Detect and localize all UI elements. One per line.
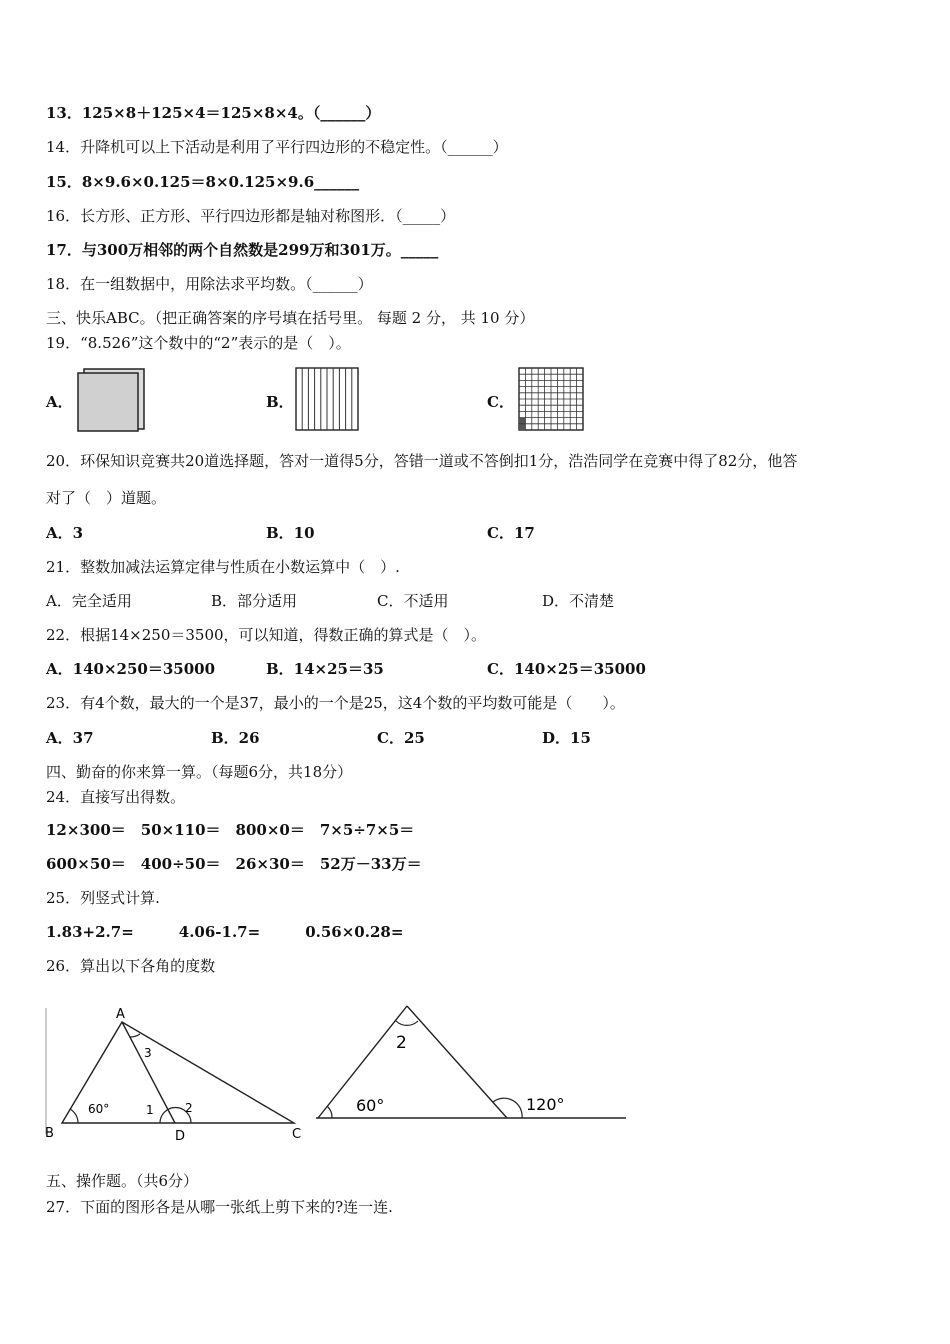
question-13: 13．125×8＋125×4＝125×8×4。（______） bbox=[46, 104, 381, 122]
question-20-stem-2: 对了（ ）道题。 bbox=[46, 489, 167, 507]
question-17: 17．与300万相邻的两个自然数是299万和301万。_____ bbox=[46, 241, 439, 259]
label-d: D bbox=[175, 1129, 186, 1144]
q20-option-b: B．10 bbox=[266, 524, 315, 542]
two-stacked-squares-icon bbox=[76, 367, 148, 433]
triangle-exterior-angle-figure bbox=[310, 994, 632, 1130]
q23-option-c: C．25 bbox=[377, 729, 425, 747]
question-21-stem: 21．整数加减法运算定律与性质在小数运算中（ ）. bbox=[46, 558, 400, 576]
section-3-heading: 三、快乐ABC。（把正确答案的序号填在括号里。 每题 2 分， 共 10 分） bbox=[46, 309, 535, 327]
angle-2-label-fig2: 2 bbox=[396, 1033, 407, 1053]
question-27: 27．下面的图形各是从哪一张纸上剪下来的?连一连. bbox=[46, 1198, 393, 1216]
angle-b-label: 60° bbox=[88, 1102, 110, 1116]
q22-option-a: A．140×250＝35000 bbox=[46, 660, 216, 678]
label-c: C bbox=[292, 1127, 302, 1142]
question-15: 15．8×9.6×0.125＝8×0.125×9.6______ bbox=[46, 173, 360, 191]
q23-option-a: A．37 bbox=[46, 729, 94, 747]
angle-1-label: 1 bbox=[146, 1103, 154, 1117]
question-25-row: 1.83+2.7= 4.06-1.7= 0.56×0.28= bbox=[46, 923, 404, 941]
q22-option-b: B．14×25＝35 bbox=[266, 660, 384, 678]
section-5-heading: 五、操作题。（共6分） bbox=[46, 1172, 199, 1190]
question-24-stem: 24．直接写出得数。 bbox=[46, 788, 186, 806]
question-24-row-1: 12×300＝ 50×110＝ 800×0＝ 7×5÷7×5＝ bbox=[46, 821, 415, 839]
section-4-heading: 四、勤奋的你来算一算。（每题6分，共18分） bbox=[46, 763, 353, 781]
label-a: A bbox=[116, 1007, 125, 1022]
question-25-stem: 25．列竖式计算. bbox=[46, 889, 160, 907]
question-18: 18．在一组数据中，用除法求平均数。（______） bbox=[46, 275, 373, 293]
q19-option-b: B． bbox=[266, 393, 294, 411]
q21-option-a: A．完全适用 bbox=[46, 592, 132, 610]
question-24-row-2: 600×50＝ 400÷50＝ 26×30＝ 52万－33万＝ bbox=[46, 855, 422, 873]
q21-option-c: C．不适用 bbox=[377, 592, 449, 610]
angle-60-label-fig2: 60° bbox=[356, 1096, 385, 1115]
triangle-abd-figure bbox=[40, 1000, 310, 1148]
q20-option-a: A．3 bbox=[46, 524, 84, 542]
q19-option-c: C． bbox=[487, 393, 514, 411]
question-16: 16．长方形、正方形、平行四边形都是轴对称图形．（_____） bbox=[46, 207, 456, 225]
ten-column-strips-icon bbox=[294, 366, 362, 432]
question-23-stem: 23．有4个数，最大的一个是37，最小的一个是25，这4个数的平均数可能是（ ）。 bbox=[46, 694, 625, 712]
q23-option-d: D．15 bbox=[542, 729, 591, 747]
hundred-grid-icon bbox=[516, 366, 586, 432]
angle-3-label: 3 bbox=[144, 1046, 152, 1060]
question-26-stem: 26．算出以下各角的度数 bbox=[46, 957, 216, 975]
angle-2-label: 2 bbox=[185, 1101, 193, 1115]
q21-option-b: B．部分适用 bbox=[211, 592, 298, 610]
q21-option-d: D．不清楚 bbox=[542, 592, 615, 610]
q22-option-c: C．140×25＝35000 bbox=[487, 660, 646, 678]
q20-option-c: C．17 bbox=[487, 524, 535, 542]
question-22-stem: 22．根据14×250＝3500，可以知道，得数正确的算式是（ ）。 bbox=[46, 626, 487, 644]
q23-option-b: B．26 bbox=[211, 729, 260, 747]
q19-option-a: A． bbox=[46, 393, 73, 411]
angle-120-label-fig2: 120° bbox=[526, 1095, 565, 1114]
question-20-stem-1: 20．环保知识竞赛共20道选择题，答对一道得5分，答错一道或不答倒扣1分，浩浩同学在竞赛中得了82分，他答 bbox=[46, 452, 798, 470]
label-b: B bbox=[45, 1126, 54, 1141]
question-14: 14．升降机可以上下活动是利用了平行四边形的不稳定性。（______） bbox=[46, 138, 508, 156]
question-19-stem: 19．“8.526”这个数中的“2”表示的是（ ）。 bbox=[46, 334, 351, 352]
